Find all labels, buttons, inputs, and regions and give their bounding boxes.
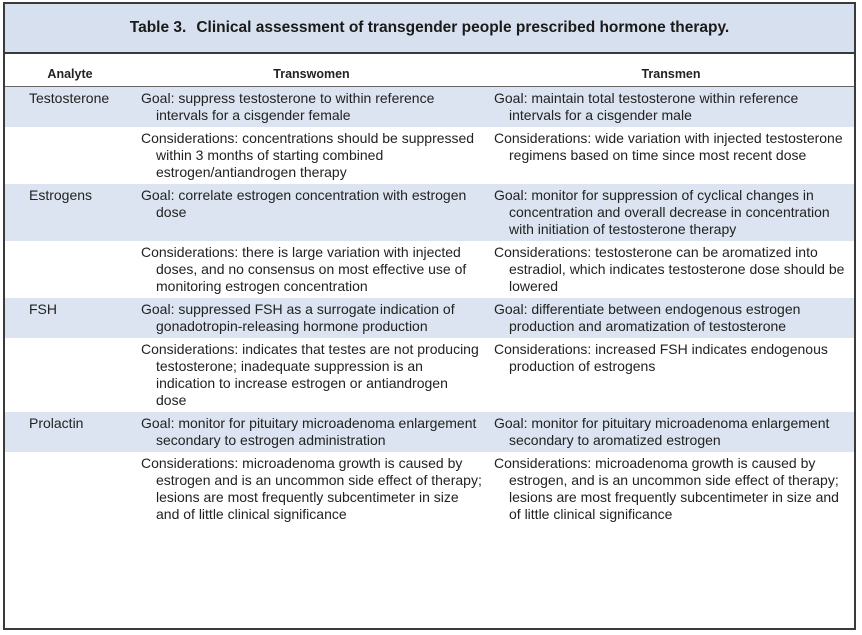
- cell-text: Considerations: wide variation with injected testosterone regimens based on time since most recent dose: [494, 130, 843, 163]
- table-row-prolactin-goal: [5, 412, 854, 452]
- goal-transmen-cell: [488, 298, 854, 338]
- cell-text: Goal: suppress testosterone to within reference intervals for a cisgender female: [141, 90, 435, 123]
- table-frame: [3, 2, 856, 630]
- cell-text: Considerations: microadenoma growth is caused by estrogen and is an uncommon side effect of therapy; lesions are most frequently subcentimeter in size and of little clinical significance: [141, 455, 482, 522]
- cell-text: Considerations: concentrations should be suppressed within 3 months of starting combined estrogen/antiandrogen therapy: [141, 130, 475, 180]
- cell-text: Goal: maintain total testosterone within reference intervals for a cisgender male: [494, 90, 799, 123]
- empty-cell: [5, 452, 135, 526]
- table-row-prolactin-considerations: [5, 452, 854, 526]
- header-transwomen: Transwomen: [273, 67, 350, 81]
- table-row-fsh-considerations: [5, 338, 854, 412]
- cell-text: Considerations: microadenoma growth is caused by estrogen, and is an uncommon side effect of therapy; lesions are most frequently subcentimeter in size and of little clinical significance: [494, 455, 839, 522]
- considerations-transwomen-cell: [135, 241, 488, 298]
- table-row-testosterone-considerations: [5, 127, 854, 184]
- assessment-table: [5, 62, 854, 526]
- table-row-estrogens-goal: [5, 184, 854, 241]
- cell-text: Considerations: testosterone can be aromatized into estradiol, which indicates testosterone dose should be lowered: [494, 244, 845, 294]
- analyte-cell: Estrogens: [29, 187, 93, 203]
- table-caption: [5, 4, 854, 54]
- cell-text: Considerations: there is large variation with injected doses, and no consensus on most effective use of monitoring estrogen concentration: [141, 244, 467, 294]
- goal-transwomen-cell: [135, 87, 488, 128]
- analyte-cell: Testosterone: [29, 90, 110, 106]
- goal-transwomen-cell: [135, 184, 488, 241]
- considerations-transmen-cell: [488, 127, 854, 184]
- goal-transmen-cell: [488, 184, 854, 241]
- considerations-transwomen-cell: [135, 127, 488, 184]
- table-row-fsh-goal: [5, 298, 854, 338]
- cell-text: Goal: monitor for pituitary microadenoma enlargement secondary to aromatized estrogen: [494, 415, 830, 448]
- table-title: Clinical assessment of transgender people prescribed hormone therapy.: [196, 19, 730, 36]
- empty-cell: [5, 127, 135, 184]
- empty-cell: [5, 241, 135, 298]
- considerations-transmen-cell: [488, 338, 854, 412]
- cell-text: Considerations: increased FSH indicates endogenous production of estrogens: [494, 341, 828, 374]
- goal-transwomen-cell: [135, 298, 488, 338]
- considerations-transwomen-cell: [135, 452, 488, 526]
- cell-text: Goal: monitor for suppression of cyclical changes in concentration and overall decrease in concentration with initiation of testosterone therapy: [494, 187, 830, 237]
- cell-text: Goal: monitor for pituitary microadenoma enlargement secondary to estrogen administration: [141, 415, 477, 448]
- table-row-estrogens-considerations: [5, 241, 854, 298]
- empty-cell: [5, 338, 135, 412]
- table-header: [5, 62, 854, 87]
- goal-transmen-cell: [488, 87, 854, 128]
- table-number: Table 3.: [129, 19, 187, 36]
- considerations-transmen-cell: [488, 241, 854, 298]
- header-row: [5, 62, 854, 87]
- analyte-cell: Prolactin: [29, 415, 84, 431]
- cell-text: Goal: suppressed FSH as a surrogate indication of gonadotropin-releasing hormone production: [141, 301, 455, 334]
- header-transmen: Transmen: [641, 67, 701, 81]
- cell-text: Goal: correlate estrogen concentration with estrogen dose: [141, 187, 467, 220]
- cell-text: Considerations: indicates that testes are not producing testosterone; inadequate suppression is an indication to increase estrogen or antiandrogen dose: [141, 341, 479, 408]
- header-analyte: Analyte: [47, 67, 93, 81]
- goal-transwomen-cell: [135, 412, 488, 452]
- cell-text: Goal: differentiate between endogenous estrogen production and aromatization of testosterone: [494, 301, 801, 334]
- table-row-testosterone-goal: [5, 87, 854, 128]
- goal-transmen-cell: [488, 412, 854, 452]
- table-body: [5, 87, 854, 527]
- analyte-cell: FSH: [29, 301, 57, 317]
- considerations-transwomen-cell: [135, 338, 488, 412]
- considerations-transmen-cell: [488, 452, 854, 526]
